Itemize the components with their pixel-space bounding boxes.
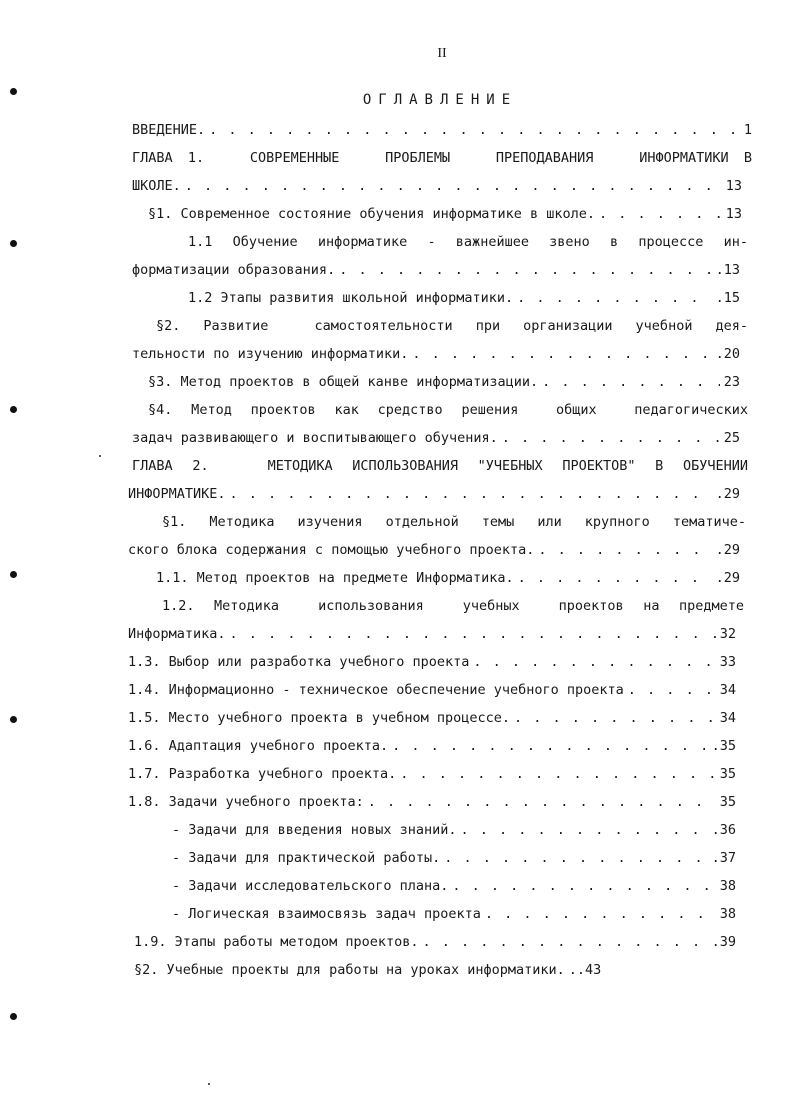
toc-entry-title: 1.3. Выбор или разработка учебного проекта bbox=[128, 654, 470, 670]
toc-leader-dots bbox=[368, 793, 716, 811]
toc-entry-title: форматизации образования. bbox=[132, 262, 336, 278]
toc-entry-page: 1 bbox=[743, 122, 752, 138]
toc-entry bbox=[132, 345, 740, 363]
toc-entry bbox=[172, 905, 736, 923]
toc-entry bbox=[134, 961, 736, 979]
punch-hole bbox=[10, 716, 17, 723]
toc-entry-title: - Задачи для введения новых знаний. bbox=[172, 822, 457, 838]
toc-entry-title: - Логическая взаимосвязь задач проекта bbox=[172, 906, 481, 922]
toc-entry-page: 32 bbox=[719, 626, 736, 642]
toc-entry bbox=[128, 765, 736, 783]
toc-entry bbox=[132, 177, 742, 195]
toc-entry bbox=[148, 205, 742, 223]
toc-entry bbox=[188, 289, 740, 307]
toc-leader-dots bbox=[628, 681, 716, 699]
toc-leader-dots bbox=[444, 849, 707, 867]
punch-hole bbox=[10, 406, 17, 413]
toc-leader-dots bbox=[485, 905, 716, 923]
toc-entry-line: 1.1 Обучение информатике - важнейшее звено в процессе ин- bbox=[188, 234, 748, 250]
toc-leader-dots bbox=[392, 737, 708, 755]
toc-entry-line: 1.2. Методика использования учебных проектов на предмете bbox=[162, 598, 744, 614]
toc-entry-title: Информатика. bbox=[128, 626, 226, 642]
toc-entry-title: ШКОЛЕ. bbox=[132, 178, 181, 194]
toc-entry bbox=[134, 933, 736, 951]
toc-entry bbox=[128, 709, 736, 727]
toc-entry-page: 38 bbox=[719, 878, 736, 894]
toc-entry-page: .15 bbox=[715, 290, 740, 306]
toc-entry-page: .37 bbox=[711, 850, 736, 866]
toc-leader-dots bbox=[542, 373, 720, 391]
toc-entry-line: §2. Развитие самостоятельности при организации учебной дея- bbox=[156, 318, 748, 334]
toc-entry-line: §4. Метод проектов как средство решения общих педагогических bbox=[148, 402, 748, 418]
toc-entry-title: - Задачи для практической работы. bbox=[172, 850, 441, 866]
toc-entry-title: §1. Современное состояние обучения информатике в школе. bbox=[148, 206, 596, 222]
toc-entry-page: 38 bbox=[719, 906, 736, 922]
toc-entry-page: .35 bbox=[711, 738, 736, 754]
toc-entry-title: §3. Метод проектов в общей канве информатизации. bbox=[148, 374, 539, 390]
toc-entry-title: 1.6. Адаптация учебного проекта. bbox=[128, 738, 389, 754]
toc-entry-page: .13 bbox=[715, 262, 740, 278]
toc-entry-page: 13 bbox=[725, 206, 742, 222]
toc-leader-dots bbox=[460, 821, 707, 839]
toc-entry-title: 1.8. Задачи учебного проекта: bbox=[128, 794, 364, 810]
toc-entry-line: ГЛАВА 1. СОВРЕМЕННЫЕ ПРОБЛЕМЫ ПРЕПОДАВАНИЯ ИНФОРМАТИКИ В bbox=[132, 150, 752, 166]
toc-leader-dots bbox=[517, 289, 712, 307]
toc-leader-dots bbox=[473, 653, 715, 671]
toc-entry-page: 34 bbox=[719, 682, 736, 698]
toc-entry-title: §2. Учебные проекты для работы на уроках информатики. bbox=[134, 962, 565, 978]
punch-hole bbox=[10, 571, 17, 578]
toc-leader-dots bbox=[400, 765, 716, 783]
toc-entry-title: ского блока содержания с помощью учебного проекта. bbox=[128, 542, 535, 558]
toc-entry-page: .20 bbox=[715, 346, 740, 362]
toc-entry-page: 33 bbox=[719, 654, 736, 670]
toc-leader-dots bbox=[412, 345, 711, 363]
toc-entry bbox=[148, 373, 740, 391]
toc-entry bbox=[156, 569, 740, 587]
punch-hole bbox=[10, 88, 17, 95]
toc-entry-page: 34 bbox=[719, 710, 736, 726]
toc-entry-page: .39 bbox=[711, 934, 736, 950]
toc-leader-dots bbox=[514, 709, 716, 727]
toc-entry bbox=[128, 541, 740, 559]
toc-leader-dots bbox=[185, 177, 722, 195]
toc-leader-dots bbox=[230, 485, 712, 503]
toc-entry-page: ..43 bbox=[568, 962, 602, 978]
toc-entry-title: 1.4. Информационно - техническое обеспечение учебного проекта bbox=[128, 682, 624, 698]
toc-entry-page: 35 bbox=[719, 794, 736, 810]
toc-entry-page: 35 bbox=[719, 766, 736, 782]
toc-entry-line: ГЛАВА 2. МЕТОДИКА ИСПОЛЬЗОВАНИЯ "УЧЕБНЫХ ПРОЕКТОВ" В ОБУЧЕНИИ bbox=[132, 458, 748, 474]
toc-entry-title: 1.5. Место учебного проекта в учебном процессе. bbox=[128, 710, 511, 726]
toc-entry bbox=[128, 681, 736, 699]
toc-entry-title: тельности по изучению информатики. bbox=[132, 346, 409, 362]
toc-entry bbox=[128, 485, 740, 503]
toc-entry-title: задач развивающего и воспитывающего обучения. bbox=[132, 430, 498, 446]
toc-entry bbox=[128, 625, 736, 643]
scan-speck bbox=[208, 1083, 210, 1085]
toc-leader-dots bbox=[209, 121, 740, 139]
toc-entry-title: 1.9. Этапы работы методом проектов. bbox=[134, 934, 419, 950]
toc-entry bbox=[128, 737, 736, 755]
toc-entry bbox=[132, 429, 740, 447]
toc-entry-title: - Задачи исследовательского плана. bbox=[172, 878, 449, 894]
toc-entry-page: 25 bbox=[723, 430, 740, 446]
page-number: II bbox=[437, 46, 447, 61]
toc-leader-dots bbox=[599, 205, 722, 223]
toc-leader-dots bbox=[422, 933, 707, 951]
toc-entry-page: 23 bbox=[723, 374, 740, 390]
toc-leader-dots bbox=[518, 569, 712, 587]
toc-entry-title: 1.2 Этапы развития школьной информатики. bbox=[188, 290, 514, 306]
toc-entry bbox=[172, 849, 736, 867]
toc-entry bbox=[172, 821, 736, 839]
toc-leader-dots bbox=[502, 429, 720, 447]
toc-leader-dots bbox=[538, 541, 711, 559]
toc-entry-title: ИНФОРМАТИКЕ. bbox=[128, 486, 226, 502]
toc-entry-page: .29 bbox=[715, 542, 740, 558]
toc-entry-title: ВВЕДЕНИЕ. bbox=[132, 122, 206, 138]
toc-leader-dots bbox=[339, 261, 711, 279]
toc-entry bbox=[132, 261, 740, 279]
toc-entry-page: .29 bbox=[715, 570, 740, 586]
toc-leader-dots bbox=[452, 877, 715, 895]
toc-entry bbox=[132, 121, 752, 139]
punch-hole bbox=[10, 240, 17, 247]
toc-entry-title: 1.1. Метод проектов на предмете Информатика. bbox=[156, 570, 514, 586]
toc-entry-page: .29 bbox=[715, 486, 740, 502]
toc-entry-page: .36 bbox=[711, 822, 736, 838]
toc-heading: ОГЛАВЛЕНИЕ bbox=[362, 92, 518, 108]
toc-entry bbox=[128, 793, 736, 811]
toc-leader-dots bbox=[230, 625, 716, 643]
toc-entry bbox=[172, 877, 736, 895]
toc-entry bbox=[128, 653, 736, 671]
toc-entry-title: 1.7. Разработка учебного проекта. bbox=[128, 766, 397, 782]
punch-hole bbox=[10, 1013, 17, 1020]
scan-speck bbox=[99, 455, 101, 457]
toc-entry-line: §1. Методика изучения отдельной темы или крупного тематиче- bbox=[162, 514, 746, 530]
toc-entry-page: 13 bbox=[725, 178, 742, 194]
